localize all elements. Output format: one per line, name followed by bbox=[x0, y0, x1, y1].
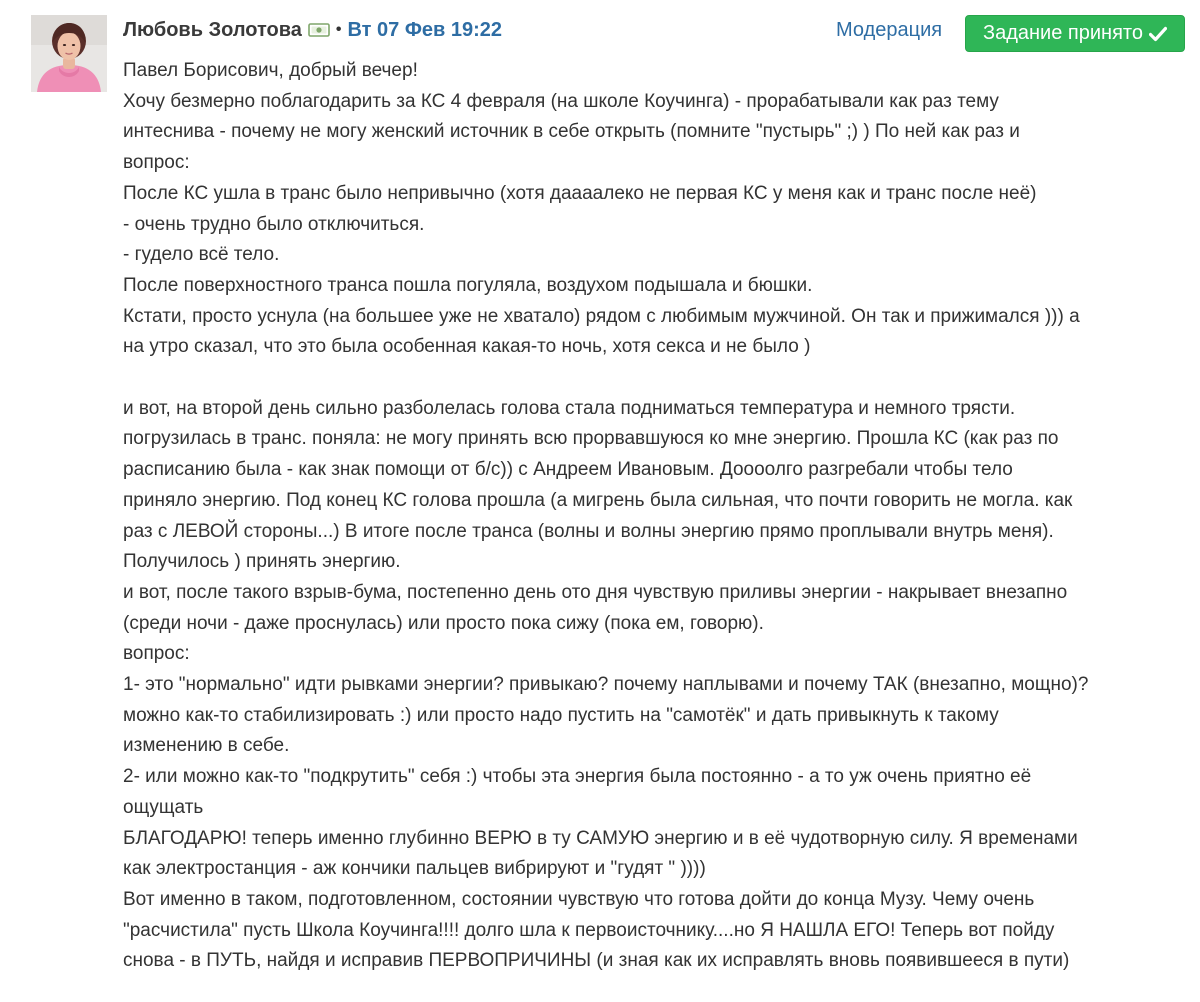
message-line: изменению в себе. bbox=[123, 735, 290, 757]
message-line: БЛАГОДАРЮ! теперь именно глубинно ВЕРЮ в ту САМУЮ энергию и в её чудотворную силу. Я временами bbox=[123, 827, 1078, 849]
check-icon bbox=[1149, 26, 1167, 42]
message-line: раз с ЛЕВОЙ стороны...) В итоге после транса (волны и волны энергию прямо проплывали внутрь меня). bbox=[123, 520, 1054, 542]
task-accepted-label: Задание принято bbox=[983, 22, 1143, 44]
message-line: можно как-то стабилизировать :) или просто надо пустить на "самотёк" и дать привыкнуть к такому bbox=[123, 704, 999, 726]
avatar[interactable] bbox=[31, 15, 107, 92]
post-date[interactable]: Вт 07 Фев 19:22 bbox=[347, 18, 503, 41]
message-line: и вот, после такого взрыв-бума, постепенно день ото дня чувствую приливы энергии - накрывает внезапно bbox=[123, 581, 1068, 603]
message-line: как электростанция - аж кончики пальцев вибрируют и "гудят " )))) bbox=[123, 858, 706, 880]
message-line: снова - в ПУТЬ, найдя и исправив ПЕРВОПРИЧИНЫ (и зная как их исправлять вновь появившееся в пути) bbox=[123, 950, 1070, 972]
money-bill-icon bbox=[308, 22, 330, 38]
message-line: погрузилась в транс. поняла: не могу принять всю прорвавшуюся ко мне энергию. Прошла КС (как раз по bbox=[123, 428, 1059, 450]
message-line: вопрос: bbox=[123, 643, 190, 665]
message-line: 1- это "нормально" идти рывками энергии? привыкаю? почему наплывами и почему ТАК (внезапно, мощно)? bbox=[123, 674, 1089, 696]
post-message bbox=[123, 56, 1195, 977]
message-blank-line bbox=[123, 363, 1195, 394]
post-header bbox=[123, 16, 502, 44]
author-name[interactable]: Любовь Золотова bbox=[123, 18, 302, 41]
message-line: вопрос: bbox=[123, 152, 190, 174]
avatar-photo bbox=[31, 15, 107, 92]
message-line: приняло энергию. Под конец КС голова прошла (а мигрень была сильная, что почти говорить не могла. как bbox=[123, 489, 1073, 511]
message-line: интеснива - почему не могу женский источник в себе открыть (помните "пустырь" ;) ) По ней как раз и bbox=[123, 121, 1020, 143]
message-line: После КС ушла в транс было непривычно (хотя даааалеко не первая КС у меня как и транс после неё) bbox=[123, 182, 1037, 204]
message-line: и вот, на второй день сильно разболелась голова стала подниматься температура и немного трясти. bbox=[123, 397, 1016, 419]
message-line: Павел Борисович, добрый вечер! bbox=[123, 60, 418, 81]
message-line: (среди ночи - даже проснулась) или просто пока сижу (пока ем, говорю). bbox=[123, 612, 764, 634]
message-line: Кстати, просто уснула (на большее уже не хватало) рядом с любимым мужчиной. Он так и прижимался ))) а bbox=[123, 305, 1080, 327]
message-line: ощущать bbox=[123, 796, 204, 818]
message-line: - очень трудно было отключиться. bbox=[123, 213, 425, 235]
message-line: Получилось ) принять энергию. bbox=[123, 551, 401, 573]
header-separator: • bbox=[335, 21, 342, 38]
message-line: - гудело всё тело. bbox=[123, 244, 280, 266]
task-accepted-button[interactable] bbox=[965, 15, 1185, 52]
message-line: Хочу безмерно поблагодарить за КС 4 февраля (на школе Коучинга) - прорабатывали как раз тему bbox=[123, 90, 999, 112]
moderation-link[interactable]: Модерация bbox=[836, 19, 943, 41]
message-line: на утро сказал, что это была особенная какая-то ночь, хотя секса и не было ) bbox=[123, 336, 811, 358]
message-line: "расчистила" пусть Школа Коучинга!!!! долго шла к первоисточнику....но Я НАШЛА ЕГО! Теперь вот пойду bbox=[123, 919, 1055, 941]
message-line: расписанию была - как знак помощи от б/с)) с Андреем Ивановым. Доооолго разгребали чтобы тело bbox=[123, 459, 1013, 481]
message-line: Вот именно в таком, подготовленном, состоянии чувствую что готова дойти до конца Музу. Чему очень bbox=[123, 888, 1035, 910]
message-line: После поверхностного транса пошла погуляла, воздухом подышала и бюшки. bbox=[123, 274, 813, 296]
message-line: 2- или можно как-то "подкрутить" себя :) чтобы эта энергия была постоянно - а то уж очень приятно её bbox=[123, 766, 1032, 788]
